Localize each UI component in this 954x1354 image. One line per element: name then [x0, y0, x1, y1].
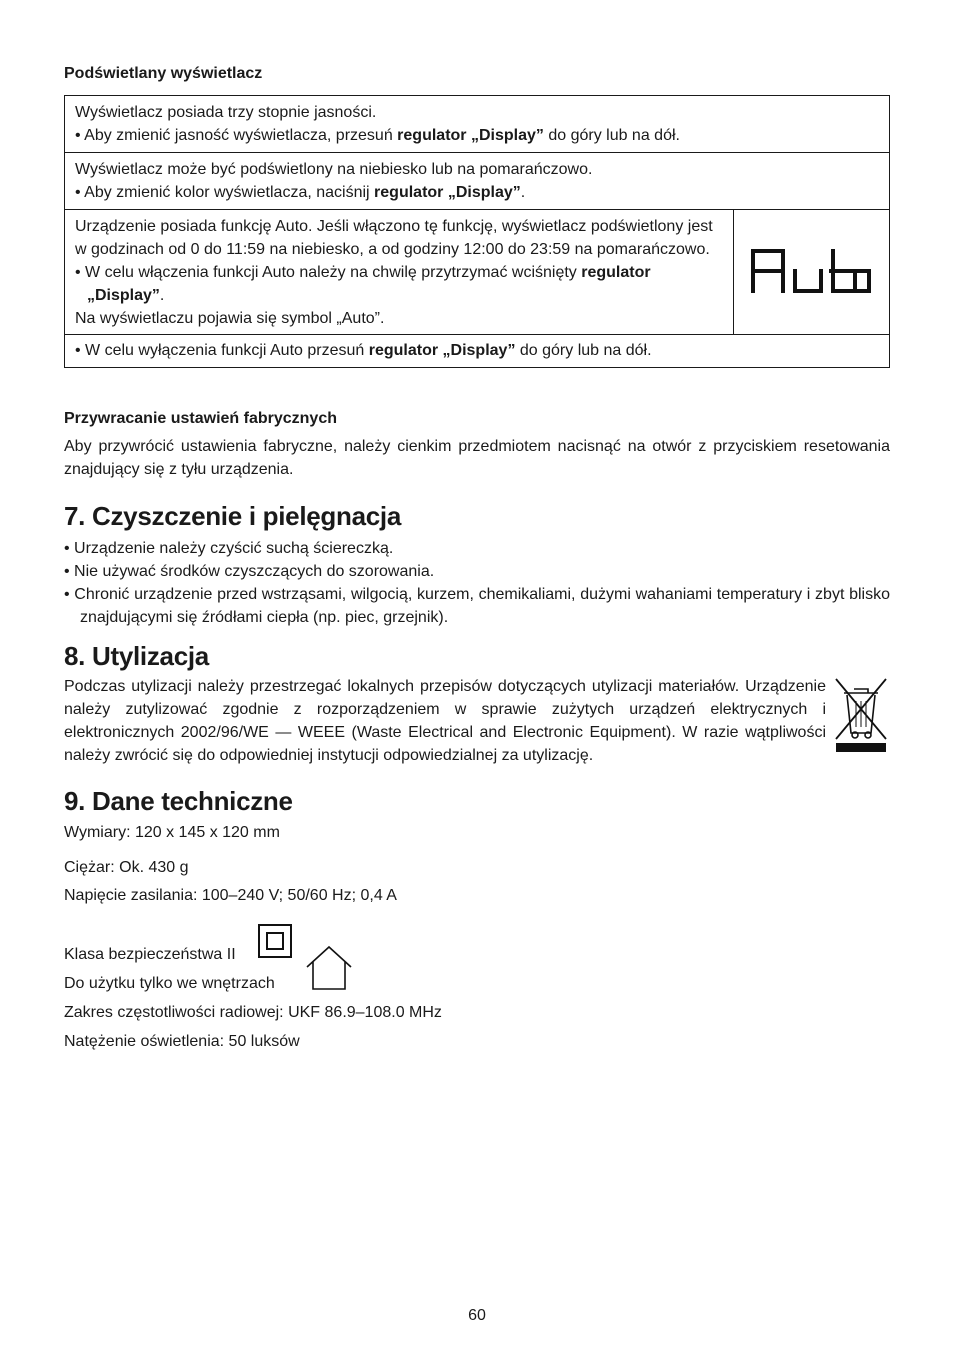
instruction-text: • W celu włączenia funkcji Auto należy na chwilę przytrzymać wciśnięty — [75, 264, 582, 281]
instruction-bold: regulator „Display” — [368, 342, 516, 359]
color-instruction — [75, 181, 880, 204]
lcd-text: Auto — [746, 238, 749, 240]
spec-weight: Ciężar: Ok. 430 g — [64, 859, 189, 876]
lcd-auto-symbol — [747, 239, 877, 299]
spec-voltage: Napięcie zasilania: 100–240 V; 50/60 Hz; 0,4 A — [64, 887, 397, 904]
auto-lcd-cell — [734, 210, 890, 335]
spec-illumination: Natężenie oświetlenia: 50 luksów — [64, 1033, 300, 1050]
auto-symbol-note: Na wyświetlaczu pojawia się symbol „Auto”. — [75, 310, 385, 327]
spec-dimensions: Wymiary: 120 x 145 x 120 mm — [64, 824, 280, 841]
table-row — [65, 153, 890, 210]
disposal-text: Podczas utylizacji należy przestrzegać lokalnych przepisów dotyczących utylizacji materiałów. Urządzenie należy zutylizować zgodnie z rozporządzeniem w sprawie zużytych urządzeń elektrycznych i elektronicznych 2002/96/WE — WEEE (Waste Electrical and Electronic Equipment). W razie wątpliwości należy zwrócić się do odpowiedniej instytucji odpowiedzialnej za utylizację. — [64, 678, 826, 764]
instruction-text: • Aby zmienić jasność wyświetlacza, przesuń — [75, 127, 398, 144]
class-ii-icon — [257, 923, 293, 959]
list-item: • Chronić urządzenie przed wstrząsami, wilgocią, kurzem, chemikaliami, dużymi wahaniami temperatury i zbyt blisko znajdującymi się źródłami ciepła (np. piec, grzejnik). — [64, 586, 890, 626]
spec-safety-class: Klasa bezpieczeństwa II — [64, 946, 236, 963]
brightness-instruction — [75, 124, 880, 147]
instruction-text: • Aby zmienić kolor wyświetlacza, naciśnij — [75, 184, 375, 201]
table-row — [65, 96, 890, 153]
table-row — [65, 210, 890, 335]
instruction-text: do góry lub na dół. — [515, 342, 652, 359]
display-table — [64, 95, 890, 368]
disposal-heading: 8. Utylizacja — [64, 641, 209, 671]
page-number: 60 — [468, 1307, 486, 1324]
instruction-text: • W celu wyłączenia funkcji Auto przesuń — [75, 342, 369, 359]
instruction-text: . — [520, 184, 526, 201]
cleaning-heading: 7. Czyszczenie i pielęgnacja — [64, 501, 401, 531]
list-item: • Urządzenie należy czyścić suchą ściereczką. — [64, 540, 394, 557]
brightness-text: Wyświetlacz posiada trzy stopnie jasności. — [75, 104, 377, 121]
indoor-house-icon — [304, 945, 354, 991]
reset-text: Aby przywrócić ustawienia fabryczne, należy cienkim przedmiotem nacisnąć na otwór z przyciskiem resetowania znajdujący się z tyłu urządzenia. — [64, 438, 890, 478]
list-item: • Nie używać środków czyszczących do szorowania. — [64, 563, 435, 580]
specs-heading: 9. Dane techniczne — [64, 786, 293, 816]
auto-enable-instruction — [75, 261, 724, 307]
disposal-block — [64, 675, 890, 767]
instruction-bold: regulator „Display” — [374, 184, 521, 201]
instruction-bold: regulator „Display” — [397, 127, 544, 144]
color-text: Wyświetlacz może być podświetlony na niebiesko lub na pomarańczowo. — [75, 161, 593, 178]
backlight-heading: Podświetlany wyświetlacz — [64, 65, 263, 82]
spec-radio-range: Zakres częstotliwości radiowej: UKF 86.9–108.0 MHz — [64, 1004, 442, 1021]
instruction-text: do góry lub na dół. — [543, 127, 680, 144]
auto-disable-instruction — [75, 339, 880, 362]
instruction-text: . — [159, 287, 165, 304]
spec-indoor-use: Do użytku tylko we wnętrzach — [64, 975, 275, 992]
instruction-bold: regulator „Display” — [87, 264, 651, 304]
auto-description: Urządzenie posiada funkcję Auto. Jeśli włączono tę funkcję, wyświetlacz podświetlony jest w godzinach od 0 do 11:59 na niebiesko, a od godziny 12:00 do 23:59 na pomarańczowo. — [75, 218, 713, 258]
weee-bin-icon — [832, 675, 890, 755]
cleaning-list — [64, 537, 890, 629]
reset-heading: Przywracanie ustawień fabrycznych — [64, 410, 337, 427]
table-row — [65, 335, 890, 368]
